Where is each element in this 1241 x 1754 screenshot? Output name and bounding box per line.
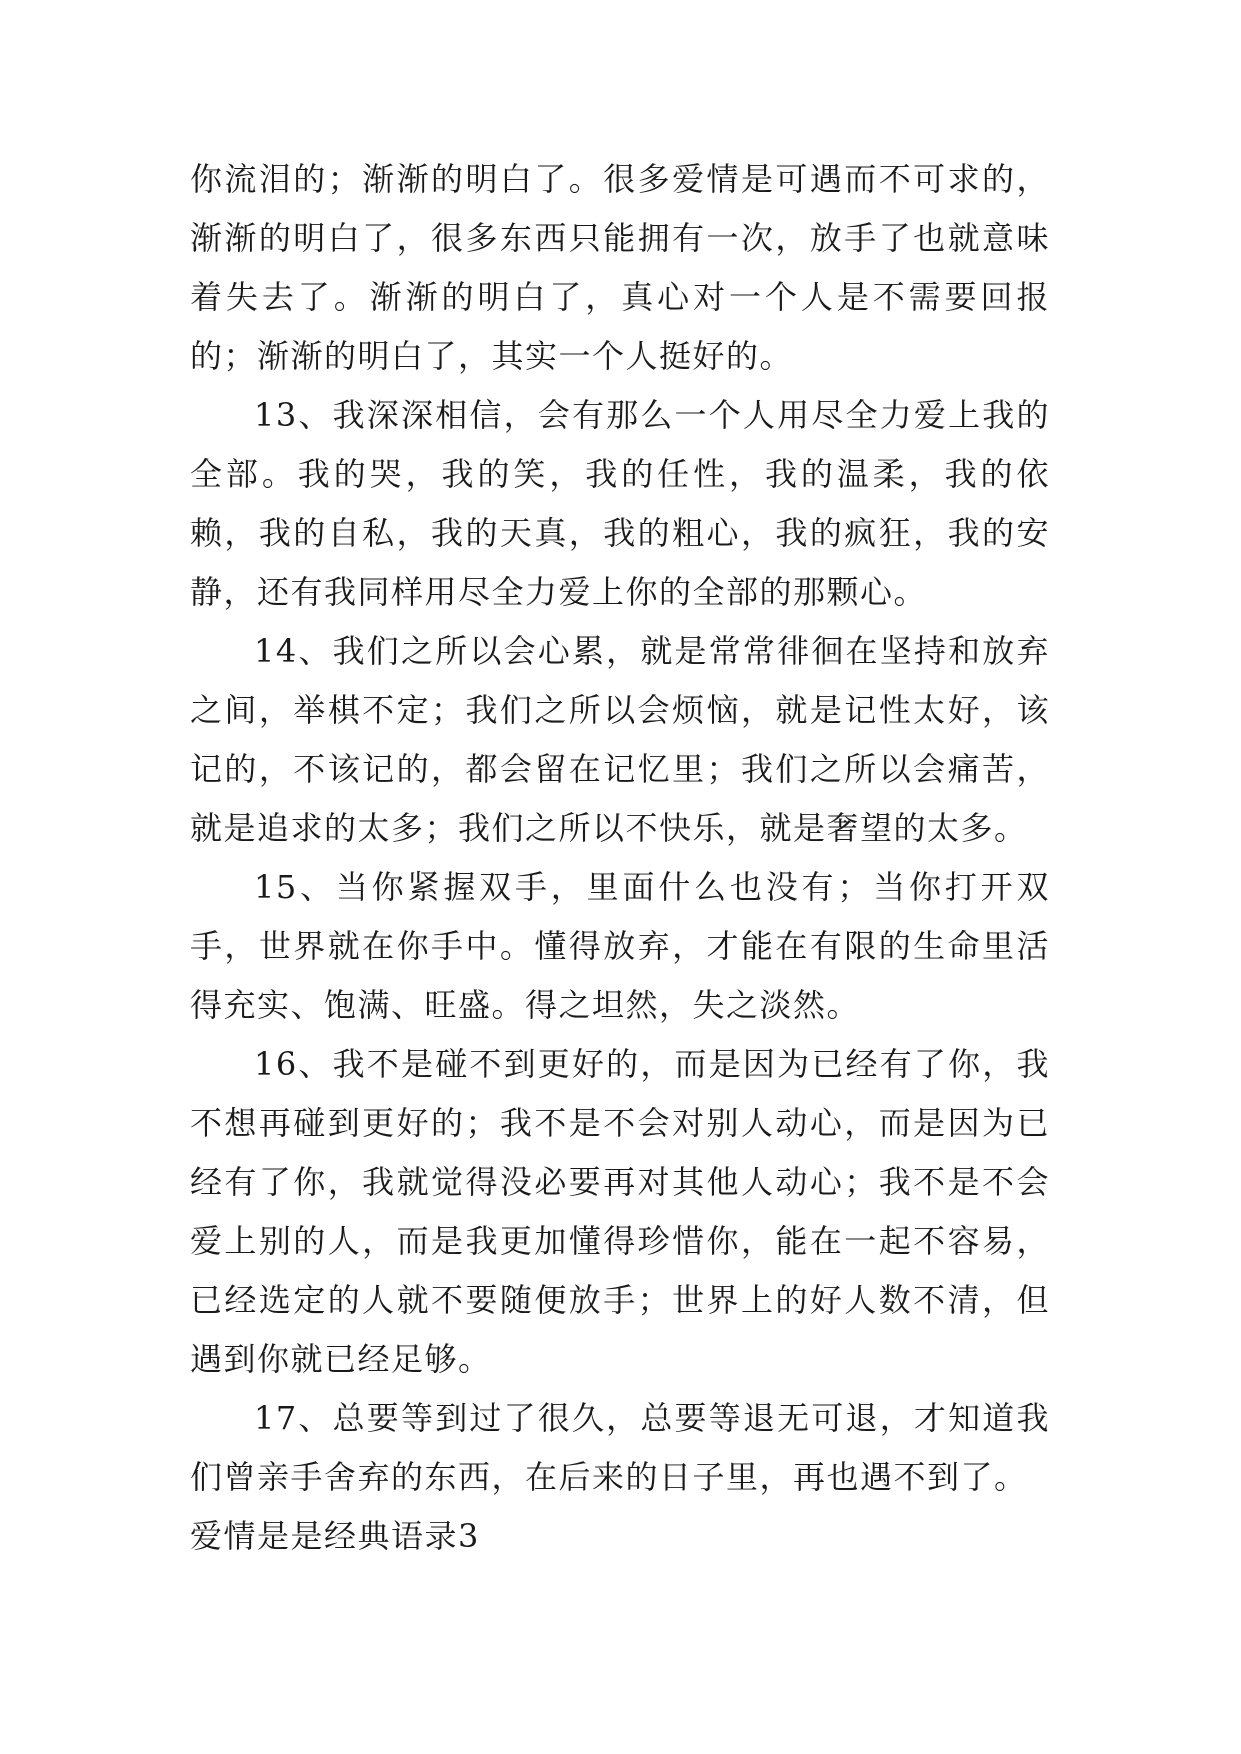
section-heading: 爱情是是经典语录3	[190, 1517, 480, 1555]
document-body	[190, 150, 1050, 1566]
paragraph-14: 14、我们之所以会心累，就是常常徘徊在坚持和放弃之间，举棋不定；我们之所以会烦恼，就是记性太好，该记的，不该记的，都会留在记忆里；我们之所以会痛苦，就是追求的太多；我们之所以不快乐，就是奢望的太多。	[190, 632, 1050, 847]
paragraph-13: 13、我深深相信，会有那么一个人用尽全力爱上我的全部。我的哭，我的笑，我的任性，我的温柔，我的依赖，我的自私，我的天真，我的粗心，我的疯狂，我的安静，还有我同样用尽全力爱上你的全部的那颗心。	[190, 396, 1050, 611]
paragraph-17: 17、总要等到过了很久，总要等退无可退，才知道我们曾亲手舍弃的东西，在后来的日子里，再也遇不到了。	[190, 1399, 1050, 1496]
paragraph-continuation: 你流泪的；渐渐的明白了。很多爱情是可遇而不可求的，渐渐的明白了，很多东西只能拥有一次，放手了也就意味着失去了。渐渐的明白了，真心对一个人是不需要回报的；渐渐的明白了，其实一个人挺好的。	[190, 160, 1050, 375]
paragraph-16: 16、我不是碰不到更好的，而是因为已经有了你，我不想再碰到更好的；我不是不会对别人动心，而是因为已经有了你，我就觉得没必要再对其他人动心；我不是不会爱上别的人，而是我更加懂得珍惜你，能在一起不容易，已经选定的人就不要随便放手；世界上的好人数不清，但遇到你就已经足够。	[190, 1045, 1050, 1378]
paragraph-15: 15、当你紧握双手，里面什么也没有；当你打开双手，世界就在你手中。懂得放弃，才能在有限的生命里活得充实、饱满、旺盛。得之坦然，失之淡然。	[190, 868, 1050, 1024]
